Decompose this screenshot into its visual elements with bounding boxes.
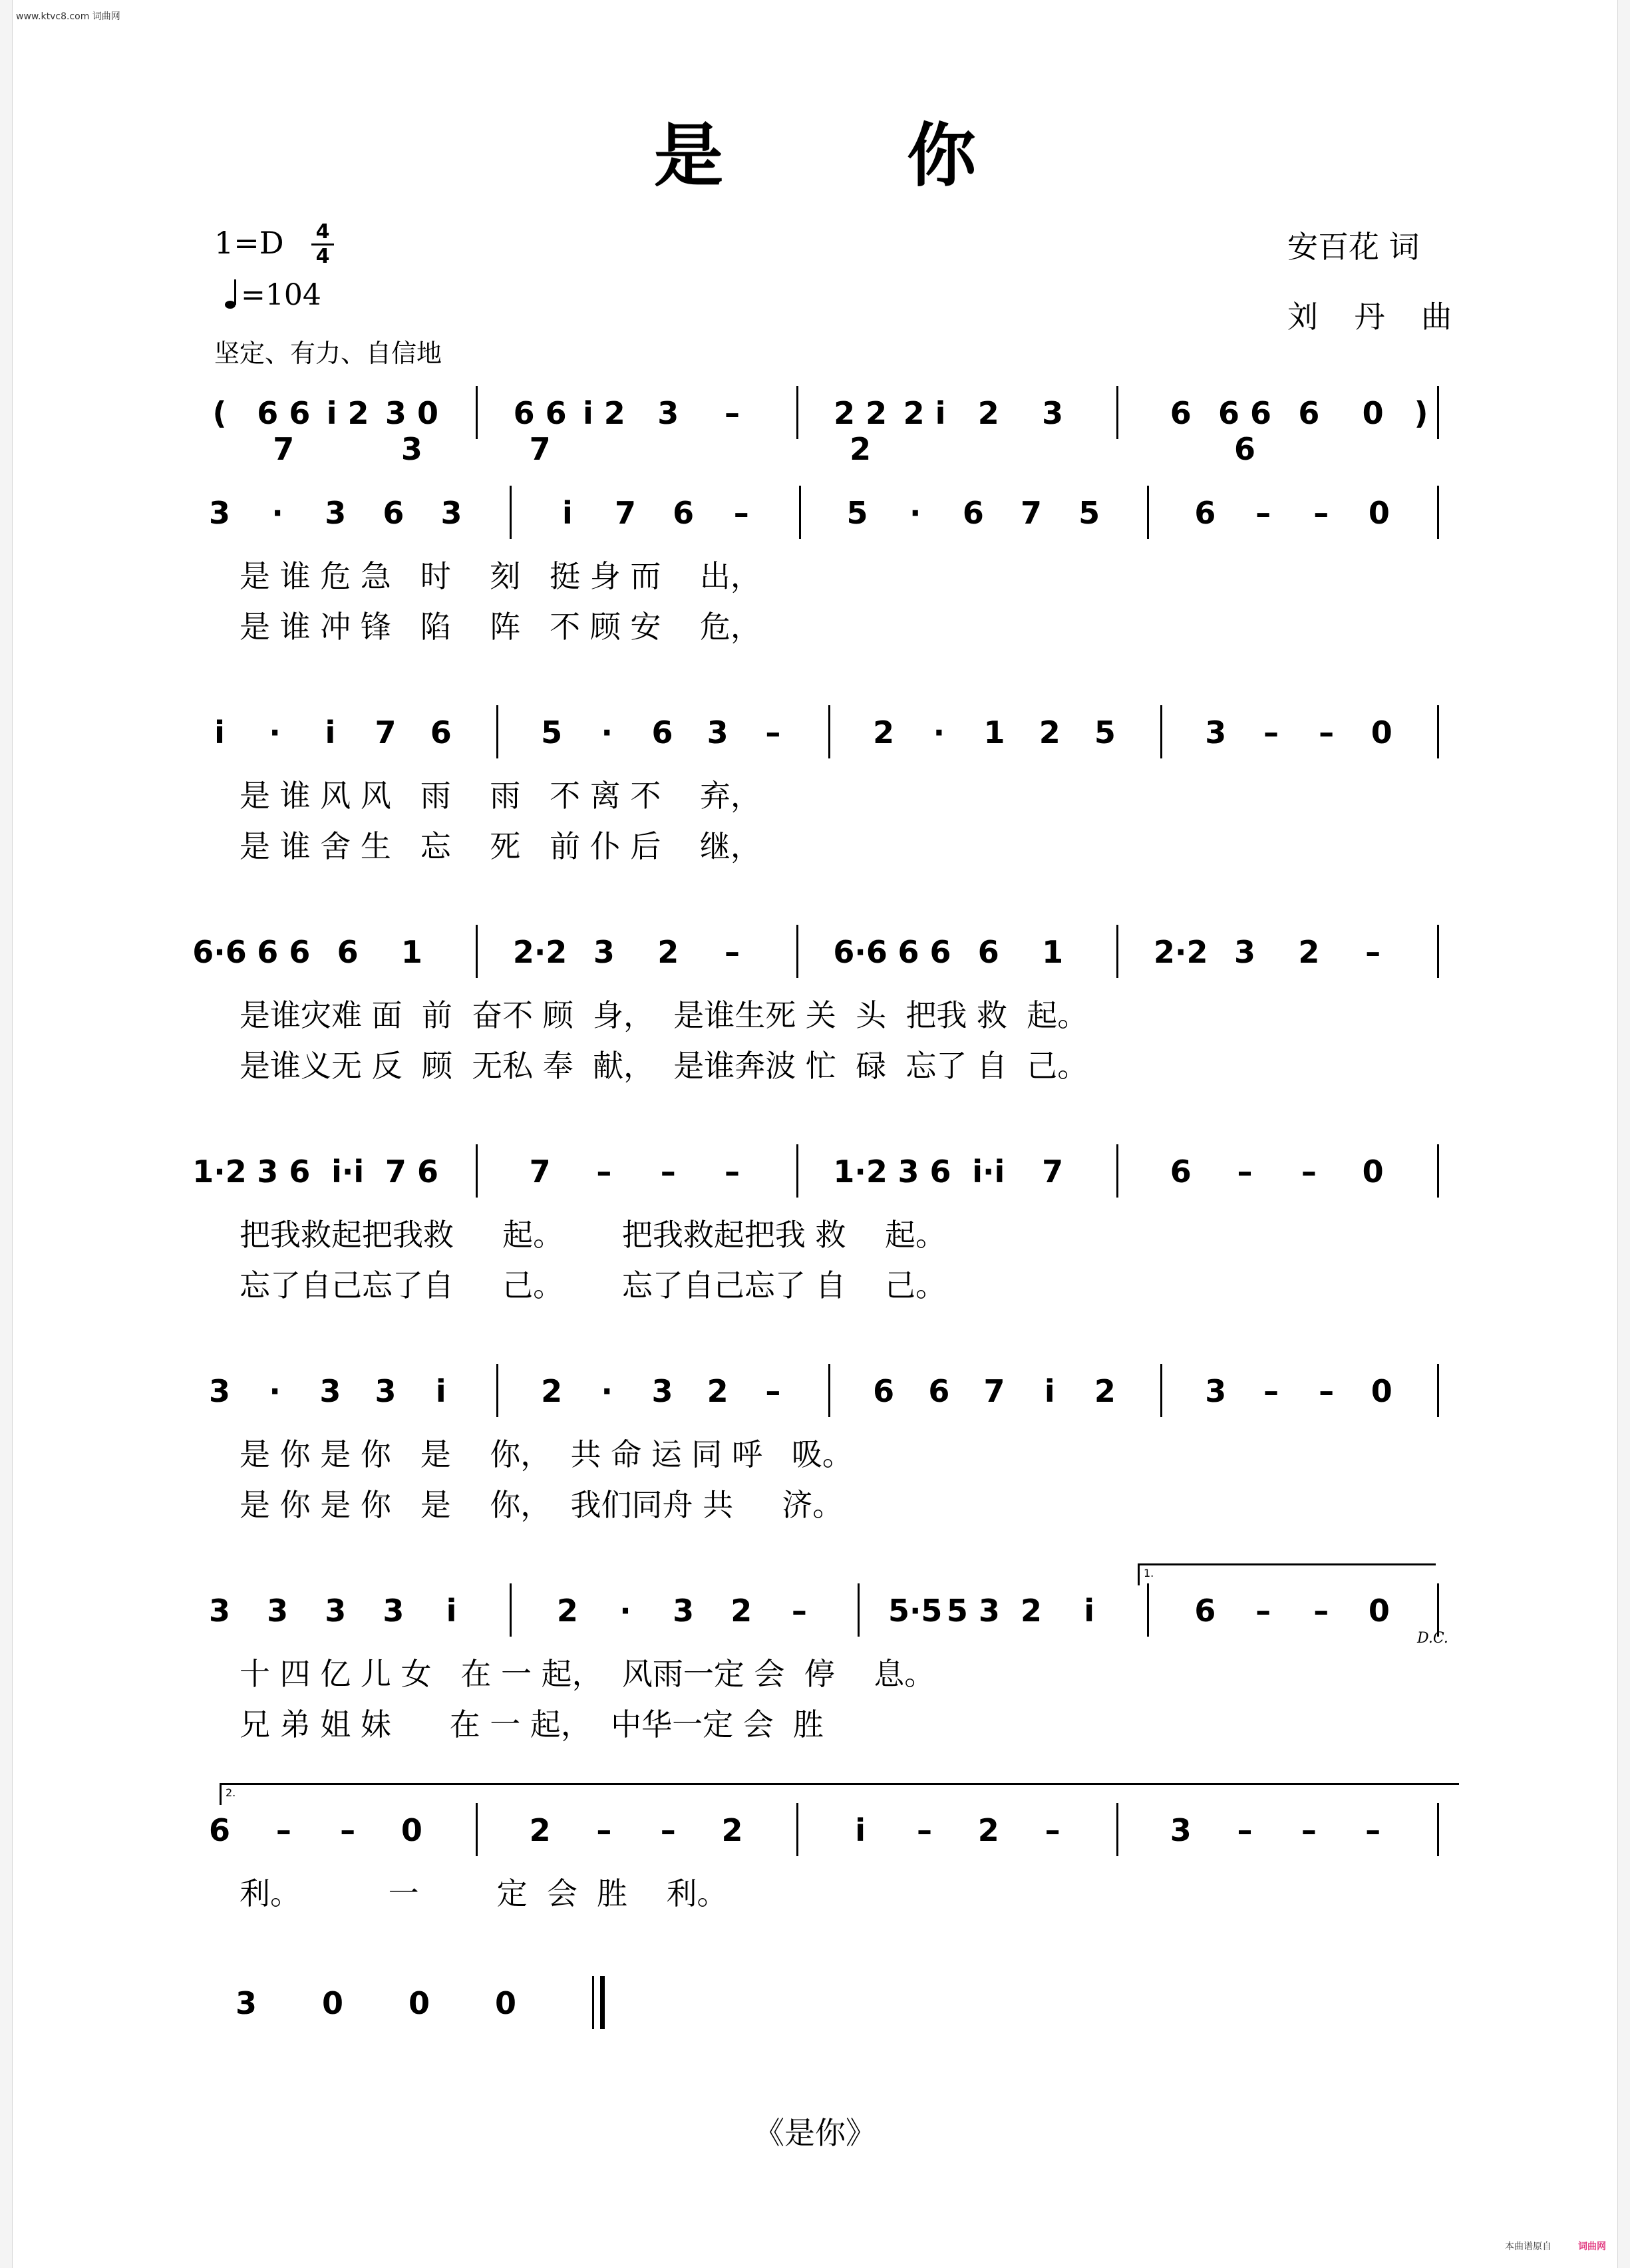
note: – — [596, 1154, 612, 1190]
note: 2 i — [903, 395, 946, 431]
note: i — [435, 1373, 446, 1409]
note: 6 6 7 — [257, 395, 311, 467]
note: 3 — [1205, 1373, 1227, 1409]
note: 2 — [1094, 1373, 1116, 1409]
note: 1·2 — [833, 1154, 888, 1190]
barline — [1116, 925, 1118, 978]
barline — [799, 486, 801, 539]
barline — [510, 1583, 512, 1637]
note: – — [596, 1812, 612, 1848]
note: i — [855, 1812, 866, 1848]
note: 6·6 — [192, 934, 247, 970]
note: 2·2 — [512, 934, 568, 970]
note: 2 2 2 — [834, 395, 888, 467]
da-capo-marking: D.C. — [1417, 1630, 1448, 1647]
note: 1·2 — [192, 1154, 247, 1190]
note: 6 6 6 — [1218, 395, 1272, 467]
note: 3 — [319, 1373, 341, 1409]
barline — [796, 1803, 798, 1856]
note: 6 — [673, 495, 695, 531]
lyricist-credit: 安百花 词 — [1287, 229, 1420, 265]
note: – — [791, 1593, 807, 1629]
barline — [476, 1144, 478, 1198]
note: 6 — [1194, 1593, 1216, 1629]
barline — [796, 1144, 798, 1198]
note: 1 — [983, 715, 1005, 750]
lyric-line: 是谁义无 反 顾 无私 奉 献， 是谁奔波 忙 碌 忘了 自 己。 — [240, 1048, 1088, 1084]
note: 3 — [1234, 934, 1256, 970]
note: 7 — [614, 495, 636, 531]
note: – — [1263, 715, 1279, 750]
note: 3 — [267, 1593, 289, 1629]
note: – — [725, 1154, 740, 1190]
barline — [1147, 1583, 1149, 1637]
lyric-line: 是 你 是 你 是 你， 共 命 运 同 呼 吸。 — [240, 1436, 853, 1472]
note: 5·5 — [888, 1593, 943, 1629]
note: 6 — [1194, 495, 1216, 531]
note: 6 — [873, 1373, 895, 1409]
note: 3 — [383, 1593, 405, 1629]
note: 3 — [208, 495, 230, 531]
note: 2·2 — [1153, 934, 1208, 970]
note: · — [933, 715, 945, 750]
note: i·i — [972, 1154, 1005, 1190]
note: – — [765, 1373, 781, 1409]
note: 3 6 — [897, 1154, 951, 1190]
note: – — [1237, 1812, 1253, 1848]
note: i·i — [331, 1154, 365, 1190]
note: – — [1365, 1812, 1381, 1848]
note: 7 — [529, 1154, 551, 1190]
barline — [1147, 486, 1149, 539]
barline — [496, 1364, 498, 1417]
note: 7 — [983, 1373, 1005, 1409]
note: 2 — [556, 1593, 578, 1629]
note: 0 — [1368, 1593, 1390, 1629]
note: ( — [212, 395, 227, 431]
note: 2 — [977, 395, 999, 431]
barline — [858, 1583, 860, 1637]
note: 6 — [1170, 1154, 1192, 1190]
note: 6 — [962, 495, 984, 531]
note: 6 — [208, 1812, 230, 1848]
note: 2 — [721, 1812, 743, 1848]
note: 3 — [673, 1593, 695, 1629]
note: i — [446, 1593, 457, 1629]
note: 2 — [977, 1812, 999, 1848]
note: i — [325, 715, 336, 750]
note: – — [660, 1154, 676, 1190]
barline — [1116, 1803, 1118, 1856]
note: 2 — [529, 1812, 551, 1848]
barline — [1437, 1364, 1439, 1417]
note: 6 — [1298, 395, 1320, 431]
caption: 《是你》 — [754, 2115, 876, 2151]
note: 6 — [1170, 395, 1192, 431]
lyric-line: 是 你 是 你 是 你， 我们同舟 共 济。 — [240, 1487, 844, 1523]
closing-paren: ) — [1414, 395, 1428, 431]
note: 7 — [1042, 1154, 1064, 1190]
note: 6 — [928, 1373, 950, 1409]
note: 6 — [977, 934, 999, 970]
note: – — [1319, 715, 1335, 750]
note: – — [1319, 1373, 1335, 1409]
footer-site: 词曲网 — [1578, 2241, 1606, 2252]
lyric-line: 是 谁 冲 锋 陷 阵 不 顾 安 危， — [240, 609, 761, 645]
note: 3 — [375, 1373, 397, 1409]
note: – — [725, 395, 740, 431]
note: 6 — [651, 715, 673, 750]
time-sig-bottom: 4 — [315, 245, 330, 268]
lyric-line: 是谁灾难 面 前 奋不 顾 身， 是谁生死 关 头 把我 救 起。 — [240, 997, 1088, 1033]
barline — [496, 705, 498, 758]
barline — [1160, 705, 1162, 758]
time-sig-top: 4 — [315, 220, 330, 243]
barline — [1437, 705, 1439, 758]
barline — [1160, 1364, 1162, 1417]
note: 6 6 — [897, 934, 951, 970]
quarter-note-icon — [225, 278, 238, 310]
note: – — [1313, 1593, 1329, 1629]
note: 0 — [1368, 495, 1390, 531]
note: 5 — [1078, 495, 1100, 531]
note: 3 6 — [257, 1154, 311, 1190]
left-margin-strip — [0, 0, 13, 2268]
composer-credit: 刘 丹 曲 — [1287, 299, 1466, 335]
note: 3 — [593, 934, 615, 970]
note: 3 — [208, 1593, 230, 1629]
note: 2 — [541, 1373, 563, 1409]
note: 3 — [325, 1593, 347, 1629]
note: 3 — [707, 715, 729, 750]
note: · — [601, 715, 613, 750]
barline — [796, 925, 798, 978]
note: · — [269, 1373, 281, 1409]
note: – — [1255, 495, 1271, 531]
barline — [1437, 1803, 1439, 1856]
note: i 2 — [326, 395, 369, 431]
note: 6 — [430, 715, 452, 750]
note: 3 — [1205, 715, 1227, 750]
note: – — [733, 495, 749, 531]
note: 2 — [657, 934, 679, 970]
note: · — [909, 495, 921, 531]
note: – — [1313, 495, 1329, 531]
note: 0 — [1371, 715, 1392, 750]
note: 0 — [1362, 1154, 1384, 1190]
note: 5 — [541, 715, 563, 750]
note: 7 — [1020, 495, 1042, 531]
note: 5 — [846, 495, 868, 531]
note: 2 — [731, 1593, 752, 1629]
note: 5 — [1094, 715, 1116, 750]
note: 7 6 — [385, 1154, 438, 1190]
second-ending-bracket: 2. — [220, 1783, 1459, 1805]
lyric-line: 忘了自己忘了自 己。 忘了自己忘了 自 己。 — [240, 1267, 946, 1303]
barline — [1116, 1144, 1118, 1198]
note: 2 — [873, 715, 895, 750]
note: 0 — [321, 1985, 343, 2021]
note: · — [271, 495, 283, 531]
note: 0 — [1362, 395, 1384, 431]
lyric-line: 利。 一 定 会 胜 利。 — [240, 1875, 728, 1911]
barline — [600, 1976, 605, 2029]
note: 7 — [375, 715, 397, 750]
time-signature — [311, 221, 334, 268]
footer-source: 本曲谱原自 — [1505, 2241, 1551, 2252]
note: 3 — [235, 1985, 257, 2021]
note: 3 — [325, 495, 347, 531]
lyric-line: 是 谁 舍 生 忘 死 前 仆 后 继， — [240, 828, 761, 864]
lyric-line: 把我救起把我救 起。 把我救起把我 救 起。 — [240, 1217, 946, 1253]
note: i — [562, 495, 573, 531]
lyric-line: 十 四 亿 儿 女 在 一 起， 风雨一定 会 停 息。 — [240, 1656, 935, 1692]
note: 6 6 7 — [513, 395, 567, 467]
note: i — [1044, 1373, 1055, 1409]
note: i 2 — [582, 395, 625, 431]
note: – — [725, 934, 740, 970]
expression-marking: 坚定、有力、自信地 — [214, 339, 442, 368]
barline — [1437, 925, 1439, 978]
barline — [476, 925, 478, 978]
first-ending-bracket: 1. — [1138, 1563, 1436, 1585]
note: i — [1084, 1593, 1095, 1629]
note: – — [1365, 934, 1381, 970]
song-title: 是 你 — [653, 114, 1057, 196]
note: 3 — [657, 395, 679, 431]
note: 6 — [337, 934, 359, 970]
note: 0 — [494, 1985, 516, 2021]
barline — [828, 705, 830, 758]
note: · — [619, 1593, 631, 1629]
note: 6·6 — [833, 934, 888, 970]
key-signature: 1=D — [214, 225, 284, 261]
note: – — [1301, 1812, 1317, 1848]
barline — [796, 386, 798, 439]
lyric-line: 是 谁 风 风 雨 雨 不 离 不 弃， — [240, 778, 761, 814]
note: · — [601, 1373, 613, 1409]
barline — [510, 486, 512, 539]
lyric-line: 兄 弟 姐 妹 在 一 起， 中华一定 会 胜 — [240, 1706, 824, 1742]
note: 3 — [208, 1373, 230, 1409]
barline — [828, 1364, 830, 1417]
note: 0 — [401, 1812, 422, 1848]
note: – — [1045, 1812, 1060, 1848]
note: 1 — [1042, 934, 1064, 970]
note: – — [660, 1812, 676, 1848]
note: 3 0 3 — [385, 395, 438, 467]
note: 3 — [651, 1373, 673, 1409]
tempo-marking: =104 — [241, 278, 321, 312]
note: – — [275, 1812, 291, 1848]
barline — [1437, 1583, 1439, 1637]
note: – — [1301, 1154, 1317, 1190]
note: 5 3 — [946, 1593, 1000, 1629]
right-margin-strip — [1617, 0, 1630, 2268]
source-url: www.ktvc8.com 词曲网 — [16, 11, 120, 22]
barline — [1437, 486, 1439, 539]
note: 2 — [1039, 715, 1060, 750]
note: 0 — [1371, 1373, 1392, 1409]
note: – — [765, 715, 781, 750]
note: 2 — [1298, 934, 1320, 970]
note: – — [916, 1812, 932, 1848]
note: 3 — [1170, 1812, 1192, 1848]
lyric-line: 是 谁 危 急 时 刻 挺 身 而 出， — [240, 558, 761, 594]
note: 3 — [1042, 395, 1064, 431]
note: · — [269, 715, 281, 750]
barline — [592, 1976, 594, 2029]
note: 2 — [707, 1373, 729, 1409]
note: – — [1255, 1593, 1271, 1629]
note: – — [1263, 1373, 1279, 1409]
barline — [1116, 386, 1118, 439]
note: 2 — [1020, 1593, 1042, 1629]
note: 1 — [401, 934, 422, 970]
barline — [476, 386, 478, 439]
note: i — [214, 715, 225, 750]
barline — [476, 1803, 478, 1856]
note: – — [1237, 1154, 1253, 1190]
barline — [1437, 1144, 1439, 1198]
note: – — [340, 1812, 356, 1848]
note: 3 — [440, 495, 462, 531]
note: 6 — [383, 495, 405, 531]
note: 6 6 — [257, 934, 311, 970]
note: 0 — [408, 1985, 430, 2021]
